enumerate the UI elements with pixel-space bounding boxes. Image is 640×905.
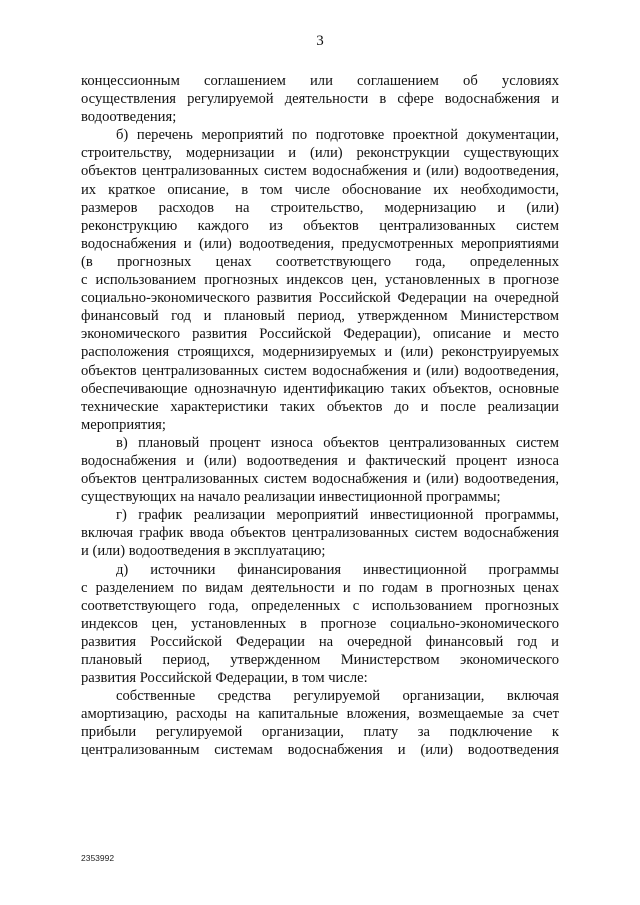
text-line: д) источники финансирования инвестиционной программы [116,561,559,578]
text-line: (в прогнозных ценах соответствующего года, определенных [81,253,559,270]
text-line: концессионным соглашением или соглашением об условиях [81,73,559,89]
text-line: г) график реализации мероприятий инвестиционной программы, [116,507,559,524]
text-line: осуществления регулируемой деятельности в сфере водоснабжения и [81,91,559,108]
text-line: прибыли регулируемой организации, плату за подключение к [81,724,559,741]
text-line: реконструкцию каждого из объектов централизованных систем [81,217,559,234]
text-line: включая график ввода объектов централизованных систем водоснабжения [81,525,559,542]
text-line: их краткое описание, в том числе обоснование их необходимости, [81,181,559,198]
text-line: водоснабжения и (или) водоотведения, предусмотренных мероприятиями [81,235,559,252]
text-line: объектов централизованных систем водоснабжения и (или) водоотведения, [81,163,559,180]
body-text [81,72,559,760]
text-line: обеспечивающие однозначную идентификацию таких объектов, основные [81,380,559,397]
text-line: водоотведения; [81,109,177,126]
text-line: строительству, модернизации и (или) реконструкции существующих [81,145,559,162]
page-number: 3 [316,33,324,49]
text-line: объектов централизованных систем водоснабжения и (или) водоотведения, [81,471,559,488]
text-line: экономического развития Российской Федерации), описание и место [81,326,559,343]
text-line: и (или) водоотведения в эксплуатацию; [81,543,326,560]
text-line: расположения строящихся, модернизируемых и (или) реконструируемых [81,344,559,361]
text-line: развития Российской Федерации на очередной финансовый год и [81,633,559,650]
text-line: объектов централизованных систем водоснабжения и (или) водоотведения, [81,362,559,379]
document-id: 2353992 [81,853,115,863]
text-line: с использованием прогнозных индексов цен, установленных в прогнозе [81,272,559,289]
text-line: финансовый год и плановый период, утвержденном Министерством [81,308,559,325]
text-line: индексов цен, установленных в прогнозе социально-экономического [81,615,559,632]
text-line: существующих на начало реализации инвестиционной программы; [81,489,501,506]
text-line: размеров расходов на строительство, модернизацию и (или) [81,199,559,216]
text-line: амортизацию, расходы на капитальные вложения, возмещаемые за счет [81,706,559,723]
text-line: развития Российской Федерации, в том числе: [81,670,368,687]
text-line: централизованным системам водоснабжения и (или) водоотведения [81,742,559,759]
text-line: водоснабжения и (или) водоотведения и фактический процент износа [81,452,559,469]
text-line: социально-экономического развития Российской Федерации на очередной [81,290,559,307]
text-line: соответствующего года, определенных с использованием прогнозных [81,597,559,614]
text-line: собственные средства регулируемой организации, включая [116,688,559,705]
text-line: б) перечень мероприятий по подготовке проектной документации, [116,127,559,144]
text-line: технические характеристики таких объектов до и после реализации [81,398,559,415]
text-line: плановый период, утвержденном Министерством экономического [81,652,559,668]
text-line: в) плановый процент износа объектов централизованных систем [116,434,559,451]
text-line: мероприятия; [81,416,166,433]
text-line: с разделением по видам деятельности и по годам в прогнозных ценах [81,579,559,596]
